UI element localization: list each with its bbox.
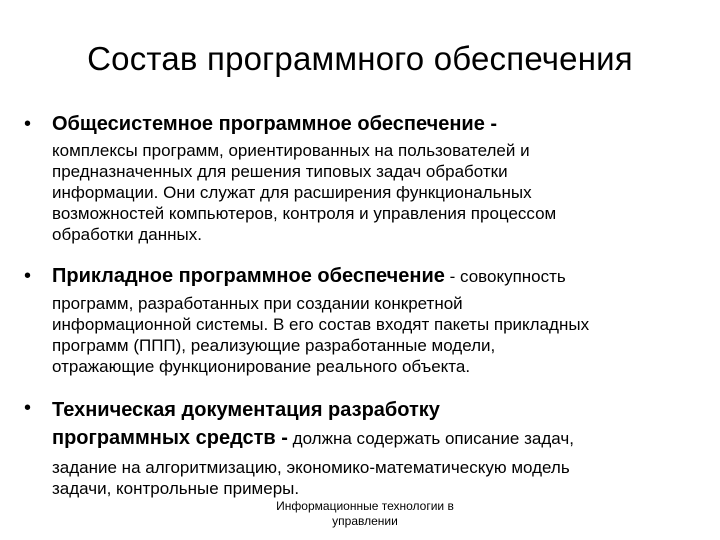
bullet-heading-bold: Общесистемное программное обеспечение -: [52, 113, 498, 135]
bullet-body: [52, 140, 692, 245]
bullet-technical-documentation: [24, 396, 692, 499]
body-line: задачи, контрольные примеры.: [52, 479, 300, 498]
footer-line: Информационные технологии в: [276, 499, 454, 513]
bullet-marker: •: [24, 113, 32, 135]
body-line: предназначенных для решения типовых задач обработки: [52, 162, 508, 181]
body-line: программ, разработанных при создании конкретной: [52, 294, 463, 313]
body-line: задание на алгоритмизацию, экономико-математическую модель: [52, 458, 570, 477]
bullet-marker: •: [24, 265, 32, 287]
body-line: программ (ППП), реализующие разработанные модели,: [52, 336, 496, 355]
bullet-body: [52, 457, 692, 499]
bullet-application-software: [24, 264, 692, 377]
body-line: информации. Они служат для расширения функциональных: [52, 183, 532, 202]
bullet-heading-bold-line1: Техническая документация разработку: [52, 399, 440, 421]
body-line: возможностей компьютеров, контроля и управления процессом: [52, 204, 557, 223]
bullet-body: [52, 293, 692, 377]
bullet-system-software: [24, 112, 692, 245]
body-line: информационной системы. В его состав входят пакеты прикладных: [52, 315, 590, 334]
body-line: отражающие функционирование реального объекта.: [52, 357, 471, 376]
bullet-marker: •: [24, 397, 32, 419]
bullet-heading: [52, 264, 692, 289]
bullet-heading: [52, 112, 692, 136]
slide-footer: [240, 499, 490, 529]
bullet-heading-bold-line2: программных средств -: [52, 427, 288, 449]
body-line: комплексы программ, ориентированных на пользователей и: [52, 141, 530, 160]
bullet-heading: [52, 396, 692, 453]
bullet-heading-bold: Прикладное программное обеспечение: [52, 265, 445, 287]
slide-title: Состав программного обеспечения: [87, 40, 633, 77]
bullet-heading-rest: должна содержать описание задач,: [287, 429, 574, 448]
body-line: обработки данных.: [52, 225, 202, 244]
bullet-heading-rest: - совокупность: [444, 267, 566, 286]
footer-line: управлении: [332, 514, 398, 528]
